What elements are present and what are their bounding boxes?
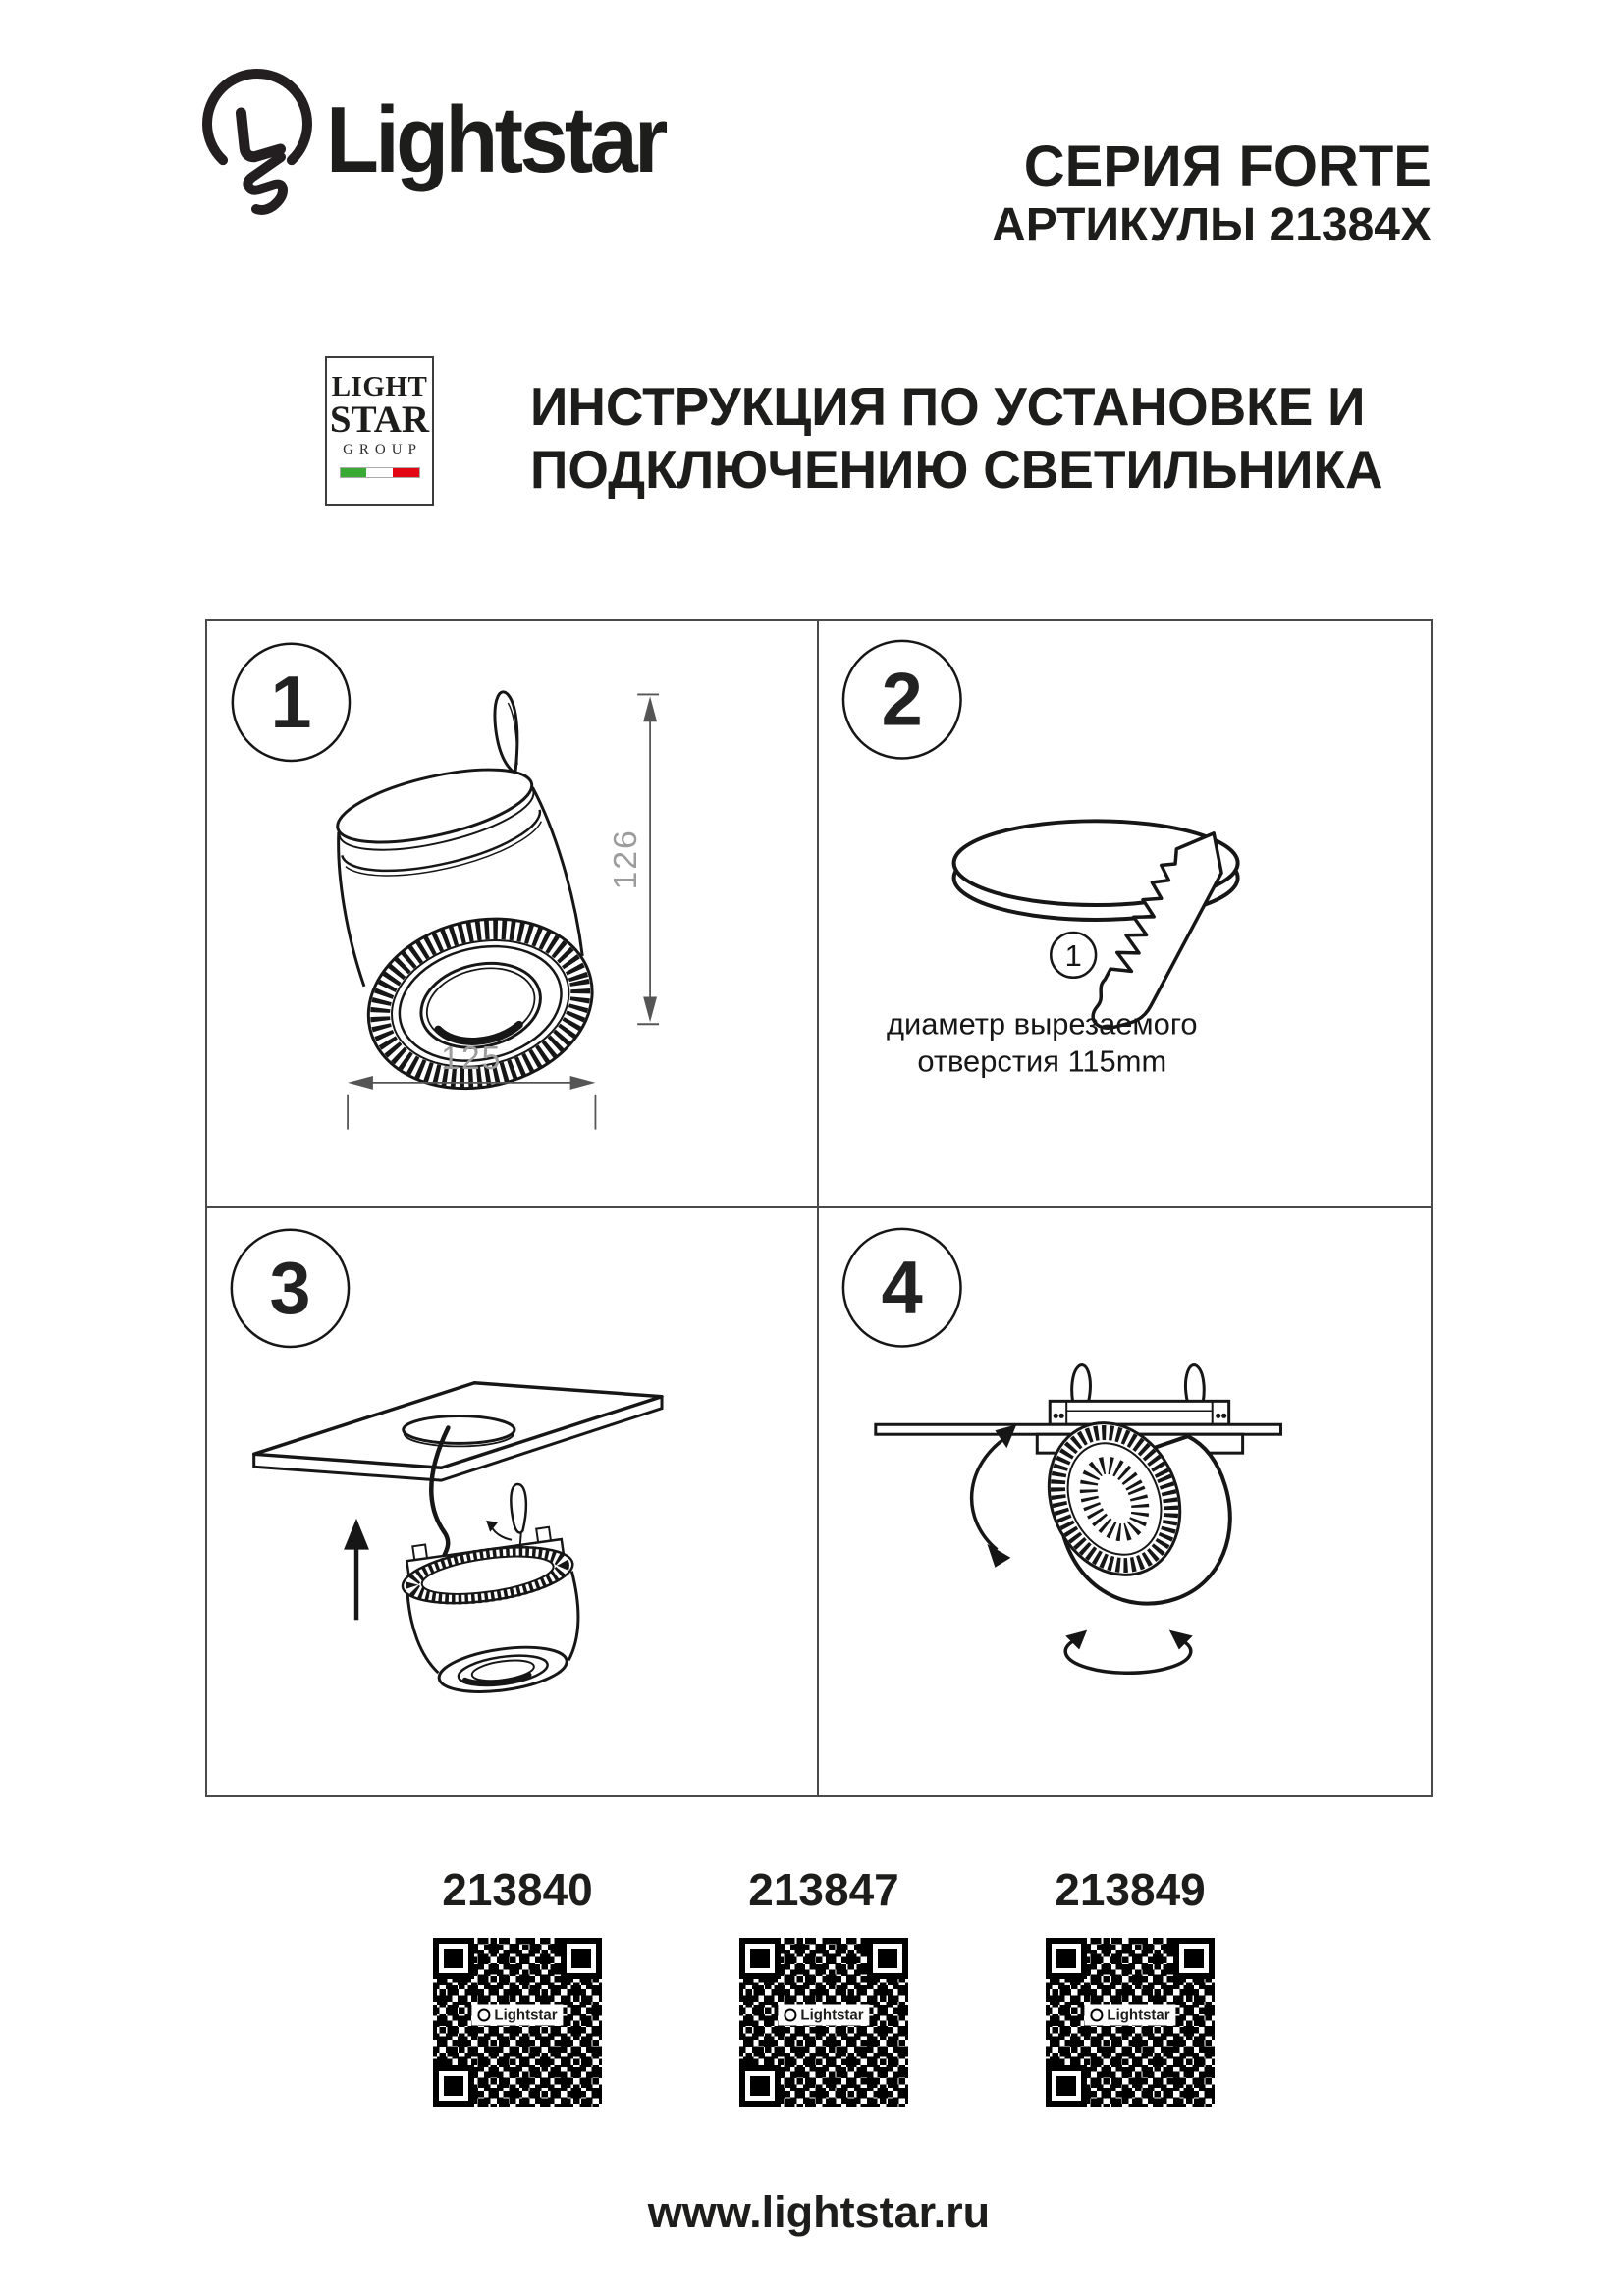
qr-brand-chip xyxy=(778,2005,869,2026)
qr-code xyxy=(1046,1938,1215,2107)
qr-brand-text: Lightstar xyxy=(494,2006,558,2024)
page-title-line1: ИНСТРУКЦИЯ ПО УСТАНОВКЕ И xyxy=(530,376,1366,437)
qr-finder-icon xyxy=(739,1938,781,1979)
step-3-figure xyxy=(207,1208,817,1795)
step-3-panel xyxy=(207,1208,819,1795)
qr-finder-icon xyxy=(433,1938,474,1979)
qr-finder-icon xyxy=(433,2065,474,2107)
logo-box-group: GROUP xyxy=(343,442,422,457)
bulb-icon xyxy=(1090,2009,1103,2022)
page-title xyxy=(530,375,1383,501)
lightstar-group-logo xyxy=(325,356,434,506)
qr-brand-chip xyxy=(1084,2005,1175,2026)
step-1-panel xyxy=(207,621,819,1208)
step-1-number: 1 xyxy=(270,662,312,745)
step-3-number: 3 xyxy=(269,1248,311,1331)
bulb-icon xyxy=(477,2009,490,2022)
qr-finder-icon xyxy=(1046,2065,1087,2107)
brand-wordmark: Lightstar xyxy=(326,87,665,192)
cutout-caption-line2: отверстия 115mm xyxy=(917,1043,1167,1079)
lightstar-bulb-icon xyxy=(192,63,325,230)
website-url: www.lightstar.ru xyxy=(647,2187,991,2237)
step-2-number: 2 xyxy=(881,658,923,742)
qr-code xyxy=(739,1938,908,2107)
tilt-arrow xyxy=(972,1424,1017,1568)
logo-box-star: STAR xyxy=(329,399,430,441)
qr-code xyxy=(433,1938,602,2107)
qr-finder-icon xyxy=(739,2065,781,2107)
steps-grid xyxy=(205,619,1433,1797)
step-2-panel xyxy=(819,621,1431,1208)
qr-finder-icon xyxy=(561,1938,602,1979)
step-4-figure xyxy=(819,1208,1431,1795)
up-arrow xyxy=(344,1519,369,1620)
page-title-line2: ПОДКЛЮЧЕНИЮ СВЕТИЛЬНИКА xyxy=(530,439,1383,500)
cutout-caption-line1: диаметр вырезаемого xyxy=(886,1006,1198,1041)
qr-section xyxy=(433,1863,1215,2107)
step-4-number: 4 xyxy=(881,1246,923,1330)
logo-box-light: LIGHT xyxy=(331,371,428,402)
qr-item xyxy=(433,1863,602,2107)
fixture-drawing xyxy=(391,1478,589,1702)
step-4-panel xyxy=(819,1208,1431,1795)
articles-subtitle: АРТИКУЛЫ 21384X xyxy=(992,199,1432,251)
qr-brand-text: Lightstar xyxy=(1107,2006,1170,2024)
step-2-figure xyxy=(819,621,1431,1206)
qr-finder-icon xyxy=(1173,1938,1215,1979)
qr-brand-text: Lightstar xyxy=(800,2006,864,2024)
series-title: СЕРИЯ FORTE xyxy=(1023,134,1432,198)
callout-1-number: 1 xyxy=(1064,937,1082,973)
qr-brand-chip xyxy=(471,2005,563,2026)
qr-finder-icon xyxy=(1046,1938,1087,1979)
bulb-icon xyxy=(784,2009,796,2022)
height-dim-label: 126 xyxy=(607,828,645,890)
qr-finder-icon xyxy=(867,1938,908,1979)
article-code: 213847 xyxy=(748,1864,899,1915)
ceiling-panel-drawing xyxy=(254,1383,662,1480)
article-code: 213849 xyxy=(1055,1864,1206,1915)
qr-item xyxy=(1046,1863,1215,2107)
qr-item xyxy=(739,1863,908,2107)
width-dim-label: 125 xyxy=(441,1039,503,1077)
article-code: 213840 xyxy=(442,1864,593,1915)
step-1-figure xyxy=(207,621,817,1206)
installed-fixture-drawing xyxy=(876,1365,1281,1604)
italian-flag-stripe xyxy=(340,467,420,478)
rotate-arrow xyxy=(1065,1630,1193,1674)
